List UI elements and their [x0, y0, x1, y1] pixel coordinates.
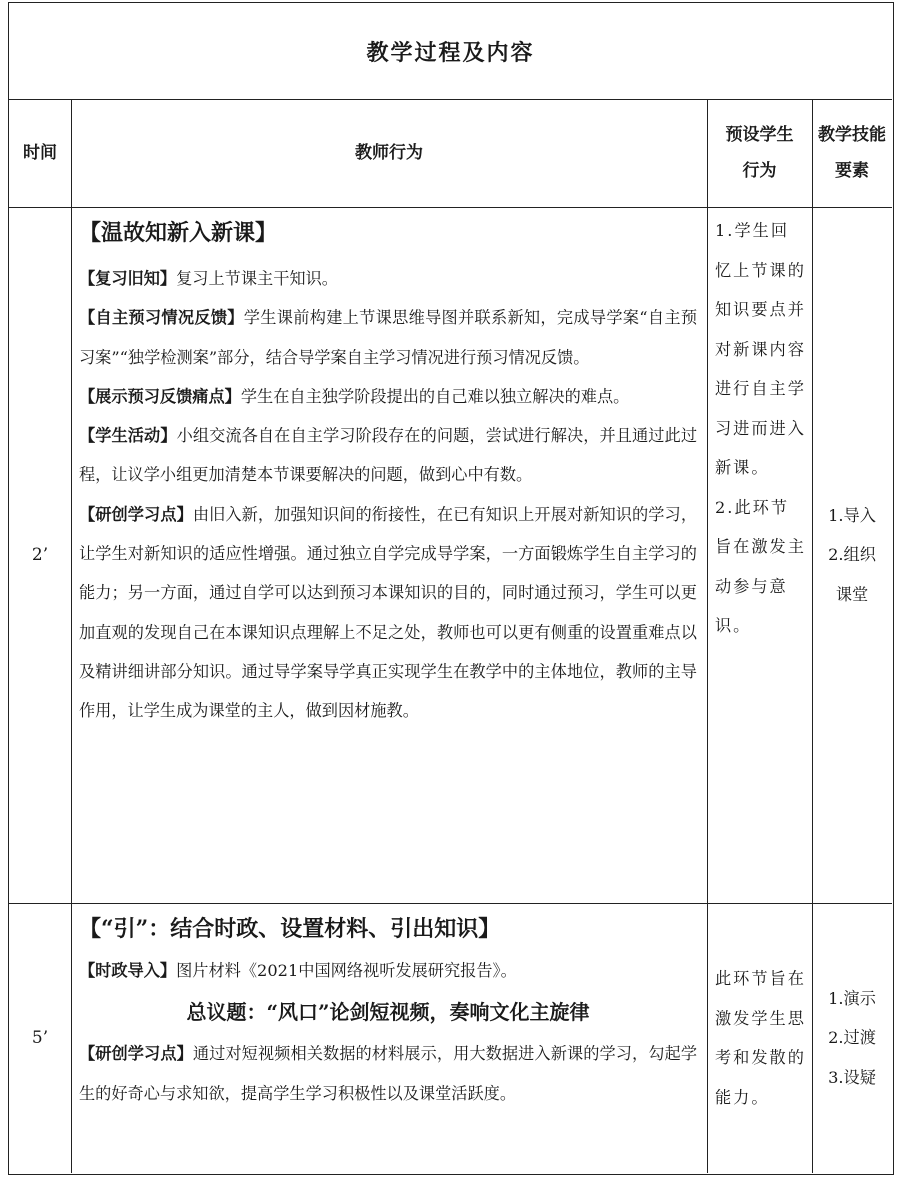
header-student [707, 99, 812, 207]
row2-research-paragraph [79, 1034, 697, 1113]
row2-skill-3: 3.设疑 [828, 1067, 876, 1087]
preview-feedback-text: 学生课前构建上节课思维导图并联系新知，完成导学案“自主预习案”“独学检测案”部分，结合导学案自主学习情况进行预习情况反馈。 [79, 308, 698, 367]
row2-student-cell [707, 903, 812, 1173]
header-teacher: 教师行为 [355, 143, 423, 163]
header-time: 时间 [23, 143, 57, 163]
lesson-table [8, 2, 894, 1175]
row1-student-point-1: 1.学生回忆上节课的知识要点并对新课内容进行自主学习进而进入新课。 [715, 221, 806, 477]
header-skill-text: 教学技能要素 [818, 125, 886, 181]
row2-skill-2: 2.过渡 [828, 1028, 876, 1048]
row1-teacher-cell [71, 211, 707, 901]
row1-time: 2’ [31, 545, 49, 565]
table-title: 教学过程及内容 [366, 39, 535, 66]
review-paragraph [79, 259, 697, 298]
row2-research-text: 通过对短视频相关数据的材料展示，用大数据进入新课的学习，勾起学生的好奇心与求知欲，提高学生学习积极性以及课堂活跃度。 [79, 1044, 698, 1103]
research-point-text: 由旧入新，加强知识间的衔接性，在已有知识上开展对新知识的学习，让学生对新知识的适应性增强。通过独立自学完成导学案，一方面锻炼学生自主学习的能力；另一方面，通过自学可以达到预习本课知识的目的，同时通过预习，学生可以更加直观的发现自己在本课知识点理解上不足之处，教师也可以更有侧重的设置重难点以及精讲细讲部分知识。通过导学案导学真正实现学生在教学中的主体地位，教师的主导作用，让学生成为课堂的主人，做到因材施教。 [79, 504, 698, 721]
row2-skill-1: 1.演示 [828, 988, 876, 1008]
row2-teacher-cell [71, 907, 707, 1171]
main-topic: 总议题：“风口”论剑短视频，奏响文化主旋律 [186, 1000, 590, 1025]
row2-section-title: 【“引”：结合时政、设置材料、引出知识】 [79, 916, 501, 942]
row1-skill-2: 2.组织 [828, 545, 876, 565]
header-skill [812, 99, 892, 207]
row1-skill-3: 课堂 [835, 584, 869, 604]
preview-feedback-label: 【自主预习情况反馈】 [79, 308, 244, 328]
pain-points-text: 学生在自主独学阶段提出的自己难以独立解决的难点。 [240, 386, 630, 406]
row-divider [9, 207, 892, 208]
row1-student-cell [707, 211, 812, 901]
row1-skill-cell [812, 207, 892, 903]
current-affairs-text: 图片材料《2021中国网络视听发展研究报告》。 [176, 961, 517, 980]
row2-student-text: 此环节旨在激发学生思考和发散的能力。 [715, 969, 806, 1107]
row2-research-label: 【研创学习点】 [79, 1044, 193, 1064]
current-affairs-label: 【时政导入】 [79, 961, 177, 980]
student-activity-label: 【学生活动】 [79, 426, 177, 446]
student-activity-paragraph [79, 416, 697, 495]
row1-skill-1: 1.导入 [828, 505, 876, 525]
current-affairs-paragraph [79, 951, 697, 990]
pain-points-paragraph [79, 377, 697, 416]
research-point-paragraph [79, 495, 697, 731]
pain-points-label: 【展示预习反馈痛点】 [79, 386, 241, 406]
row1-section-title: 【温故知新入新课】 [79, 220, 278, 246]
review-label: 【复习旧知】 [79, 269, 177, 288]
header-student-text: 预设学生行为 [725, 125, 794, 181]
research-point-label: 【研创学习点】 [79, 504, 193, 524]
student-activity-text: 小组交流各自在自主学习阶段存在的问题，尝试进行解决，并且通过此过程，让议学小组更加清楚本节课要解决的问题，做到心中有数。 [79, 426, 698, 485]
preview-feedback-paragraph [79, 298, 697, 377]
review-text: 复习上节课主干知识。 [176, 269, 338, 288]
row2-skill-cell [812, 903, 892, 1173]
row1-student-point-2: 2.此环节旨在激发主动参与意识。 [715, 497, 806, 635]
row2-time: 5’ [31, 1028, 49, 1048]
